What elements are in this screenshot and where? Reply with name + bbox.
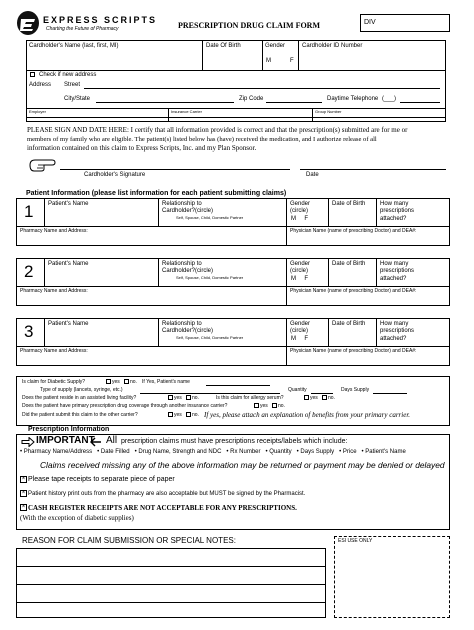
certification-line2: members of my family who are eligible. The patient(s) listed below has (have) received the medication, and I authorize release of all [27, 136, 377, 143]
city-label: City/State [64, 96, 91, 102]
q3-yes-label: yes [260, 403, 268, 409]
q3-no-checkbox[interactable] [272, 403, 277, 408]
certification-line3: information contained on this claim to Express Scripts, Inc. and my Plan Sponsor. [27, 144, 257, 152]
physician-input[interactable] [288, 295, 448, 305]
date-input[interactable] [300, 169, 446, 170]
logo-text: EXPRESS SCRIPTS [43, 15, 158, 25]
cardholder-dob-input[interactable] [204, 52, 260, 68]
required-item: • Days Supply [296, 449, 335, 455]
type-supply-input[interactable] [140, 393, 280, 394]
q1-no-label: no. [130, 379, 137, 385]
gender-options[interactable]: M F [291, 276, 308, 282]
certification-lead: PLEASE SIGN AND DATE HERE: [27, 126, 129, 134]
important-all: All [106, 435, 118, 446]
relationship-options[interactable]: Self, Spouse, Child, Domestic Partner [176, 335, 244, 340]
patient-name-input[interactable] [46, 209, 156, 225]
q2-yes-checkbox[interactable] [168, 395, 173, 400]
q4-yes-checkbox[interactable] [168, 412, 173, 417]
physician-input[interactable] [288, 355, 448, 365]
employer-label: Employer [29, 109, 46, 114]
cardholder-id-label: Cardholder ID Number [302, 43, 363, 49]
reason-notes-box[interactable] [16, 548, 326, 618]
certification-line1: I certify that all information provided is correct and that the prescription(s) submitted are for me or [130, 126, 408, 134]
prescription-heading: Prescription Information [28, 426, 110, 433]
gender-label: Gender [290, 201, 311, 207]
note3: CASH REGISTER RECEIPTS ARE NOT ACCEPTABLE FOR ANY PRESCRIPTIONS. [28, 504, 297, 512]
pharmacy-label: Pharmacy Name and Address: [20, 228, 88, 234]
reason-label: REASON FOR CLAIM SUBMISSION OR SPECIAL NOTES: [22, 536, 236, 545]
quantity-input[interactable] [311, 393, 333, 394]
physician-label: Physician Name (name of prescribing Doctor) and DEA#: [290, 348, 417, 354]
zip-label: Zip Code [239, 96, 264, 102]
relationship-options[interactable]: Self, Spouse, Child, Domestic Partner [176, 215, 244, 220]
div-field[interactable] [360, 14, 450, 32]
logo-tagline: Charting the Future of Pharmacy [46, 26, 119, 32]
required-item: • Quantity [265, 449, 292, 455]
street-label: Street [64, 82, 81, 88]
q2b-label: Is this claim for allergy serum? [216, 395, 284, 401]
esi-use-label: ESI USE ONLY [338, 538, 373, 544]
required-item: • Drug Name, Strength and NDC [134, 449, 222, 455]
howmany-label-1: How many [380, 201, 409, 207]
q2b-no-checkbox[interactable] [322, 395, 327, 400]
certification-text [27, 126, 452, 153]
address-label: Address [29, 82, 52, 88]
logo [16, 10, 166, 38]
relationship-label: Relationship to [162, 261, 202, 267]
carrier-label: Insurance Carrier [171, 109, 202, 114]
phone-label: Daytime Telephone [327, 96, 379, 102]
signature-input[interactable] [60, 169, 290, 170]
physician-label: Physician Name (name of prescribing Doctor) and DEA#: [290, 228, 417, 234]
days-supply-input[interactable] [373, 393, 407, 394]
q4-note: If yes, please attach an explanation of benefits from your primary carrier. [204, 411, 411, 419]
physician-label: Physician Name (name of prescribing Doctor) and DEA#: [290, 288, 417, 294]
form-title: PRESCRIPTION DRUG CLAIM FORM [178, 21, 320, 30]
patient-name-input[interactable] [46, 269, 156, 285]
important-label: IMPORTANT [36, 435, 95, 446]
howmany-label-2: prescriptions [380, 328, 415, 334]
pointing-hand-icon [28, 155, 58, 173]
required-items-list [20, 449, 450, 455]
howmany-label-3: attached? [380, 276, 407, 282]
howmany-label-3: attached? [380, 216, 407, 222]
q4-no-label: no. [192, 412, 199, 418]
express-scripts-logo-icon [16, 10, 40, 36]
group-label: Group Number [315, 109, 342, 114]
gender-label: Gender [290, 321, 311, 327]
gender-options[interactable]: M F [291, 336, 308, 342]
relationship-label-2: Cardholder?(circle) [162, 268, 214, 274]
patient-dob-input[interactable] [330, 269, 374, 285]
street-input[interactable] [84, 88, 440, 89]
pharmacy-input[interactable] [18, 235, 284, 245]
type-supply-label: Type of supply (lancets, syringe, etc.) [40, 387, 123, 393]
q2-label: Does the patient reside in an assisted living facility? [22, 395, 137, 401]
note3-icon: × [21, 504, 26, 510]
dob-label: Date of Birth [332, 201, 366, 207]
q1-patient-name-input[interactable] [206, 385, 270, 386]
gender-options[interactable]: M F [291, 216, 308, 222]
relationship-label: Relationship to [162, 201, 202, 207]
city-input[interactable] [96, 102, 234, 103]
patient-number: 1 [24, 202, 34, 221]
note1: Please tape receipts to separate piece of paper [28, 476, 175, 483]
pharmacy-label: Pharmacy Name and Address: [20, 288, 88, 294]
patient-section-heading: Patient Information (please list information for each patient submitting claims) [26, 190, 287, 197]
phone-input[interactable]: (___) [382, 96, 397, 102]
pharmacy-input[interactable] [18, 355, 284, 365]
new-address-label: Check if new address [39, 72, 97, 78]
relationship-label-2: Cardholder?(circle) [162, 328, 214, 334]
gender-label: Gender [290, 261, 311, 267]
esi-use-box [334, 536, 450, 618]
gender-circle-label: (circle) [290, 268, 308, 274]
required-item: • Price [339, 449, 357, 455]
required-item: • Rx Number [226, 449, 261, 455]
q4-no-checkbox[interactable] [186, 412, 191, 417]
note1-icon: × [21, 476, 26, 482]
required-item: • Pharmacy Name/Address [20, 449, 93, 455]
cardholder-id-input[interactable] [300, 52, 444, 68]
patient-number: 3 [24, 322, 34, 341]
patient-name-input[interactable] [46, 329, 156, 345]
cardholder-dob-label: Date Of Birth [206, 43, 241, 49]
missing-info-warning: Claims received missing any of the above information may be returned or payment may be denied or delayed [40, 460, 445, 470]
cardholder-gender-f[interactable]: F [290, 58, 294, 64]
dob-label: Date of Birth [332, 321, 366, 327]
howmany-label-2: prescriptions [380, 268, 415, 274]
howmany-label-2: prescriptions [380, 208, 415, 214]
quantity-label: Quantity [288, 387, 307, 393]
q2b-yes-label: yes [310, 395, 318, 401]
arrow-right-icon [21, 437, 35, 447]
q2-no-label: no. [192, 395, 199, 401]
cardholder-gender-m[interactable]: M [266, 58, 271, 64]
days-supply-label: Days Supply [341, 387, 370, 393]
required-item: • Date Filled [97, 449, 130, 455]
q1-yes-label: yes [112, 379, 120, 385]
physician-input[interactable] [288, 235, 448, 245]
relationship-label-2: Cardholder?(circle) [162, 208, 214, 214]
q4-label: Did the patient submit this claim to the other carrier? [22, 412, 138, 418]
cardholder-name-input[interactable] [28, 52, 200, 68]
patient-name-label: Patient's Name [48, 321, 89, 327]
howmany-label-3: attached? [380, 336, 407, 342]
howmany-label-1: How many [380, 261, 409, 267]
patient-name-label: Patient's Name [48, 201, 89, 207]
employer-row [26, 108, 446, 122]
required-item: • Patient's Name [361, 449, 406, 455]
q1-label: Is claim for Diabetic Supply? [22, 379, 86, 385]
patient-dob-input[interactable] [330, 209, 374, 225]
arrow-left-icon [90, 437, 102, 447]
date-label: Date [306, 172, 319, 178]
patient-dob-input[interactable] [330, 329, 374, 345]
pharmacy-input[interactable] [18, 295, 284, 305]
q2b-no-label: no. [328, 395, 335, 401]
div-label: DIV [364, 19, 376, 26]
zip-input[interactable] [266, 102, 322, 103]
gender-circle-label: (circle) [290, 208, 308, 214]
gender-circle-label: (circle) [290, 328, 308, 334]
cardholder-name-label: Cardholder's Name (last, first, MI) [29, 43, 119, 49]
relationship-label: Relationship to [162, 321, 202, 327]
q2-yes-label: yes [174, 395, 182, 401]
relationship-options[interactable]: Self, Spouse, Child, Domestic Partner [176, 275, 244, 280]
q1-yes-checkbox[interactable] [106, 379, 111, 384]
q1-no-checkbox[interactable] [124, 379, 129, 384]
q3-yes-checkbox[interactable] [254, 403, 259, 408]
patient-name-label: Patient's Name [48, 261, 89, 267]
q3-no-label: no. [278, 403, 285, 409]
new-address-checkbox[interactable] [30, 72, 35, 77]
important-text: prescription claims must have prescriptions receipts/labels which include: [121, 438, 348, 445]
howmany-label-1: How many [380, 321, 409, 327]
note3-sub: (With the exception of diabetic supplies) [20, 514, 134, 522]
note2: Patient history print outs from the pharmacy are also acceptable but MUST be signed by the Pharmacist. [28, 491, 306, 497]
q2b-yes-checkbox[interactable] [304, 395, 309, 400]
dob-label: Date of Birth [332, 261, 366, 267]
q4-yes-label: yes [174, 412, 182, 418]
q2-no-checkbox[interactable] [186, 395, 191, 400]
signature-label: Cardholder's Signature [84, 172, 146, 178]
q1-if-yes-label: If Yes, Patient's name [142, 379, 190, 385]
patient-number: 2 [24, 262, 34, 281]
note2-icon: × [21, 490, 26, 496]
cardholder-gender-label: Gender [265, 43, 286, 49]
pharmacy-label: Pharmacy Name and Address: [20, 348, 88, 354]
q3-label: Does the patient have primary prescription drug coverage through another insurance carrier? [22, 403, 228, 409]
